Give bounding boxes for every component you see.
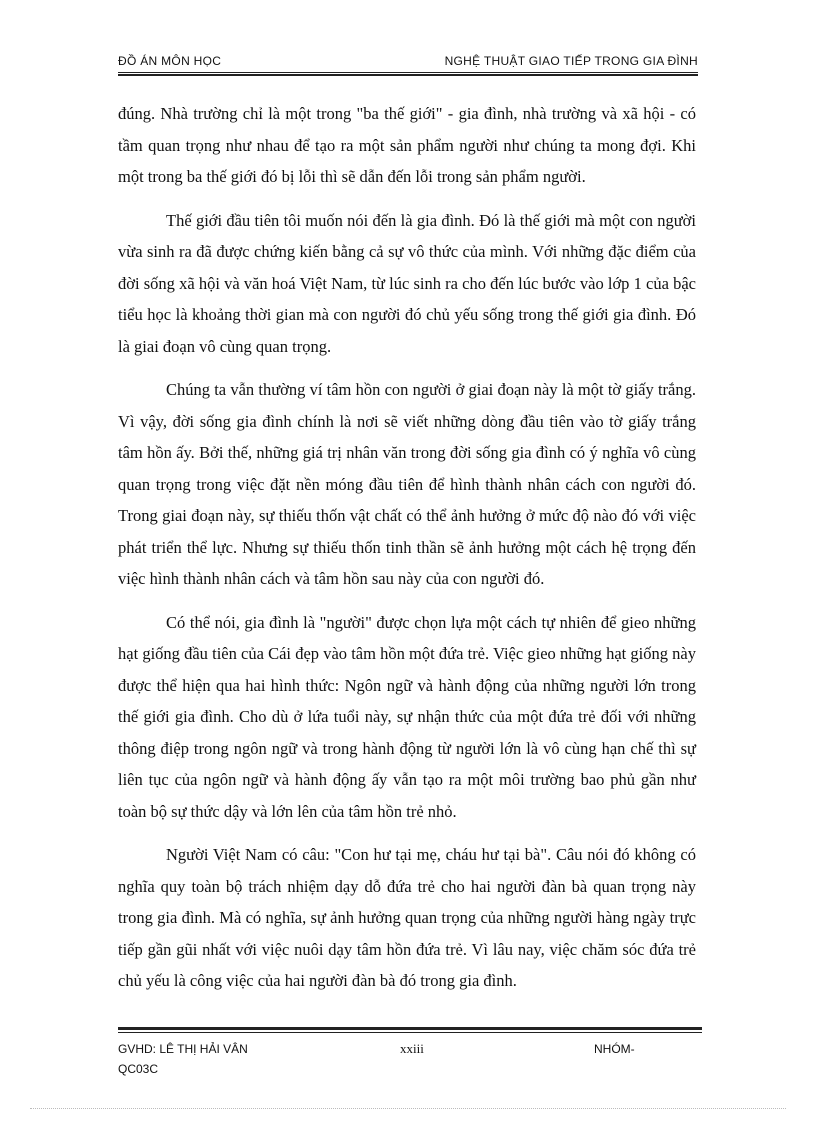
footer-group-code: QC03C (118, 1062, 159, 1076)
paragraph-continuation: đúng. Nhà trường chỉ là một trong "ba thế giới" - gia đình, nhà trường và xã hội - có tầm quan trọng như nhau để tạo ra một sản phẩm người như chúng ta mong đợi. Khi một trong ba thế giới đó bị lỗi thì sẽ dẫn đến lỗi trong sản phẩm người. (118, 104, 696, 186)
footer-divider-thick (118, 1027, 702, 1030)
header-divider-thick (118, 74, 698, 76)
header-divider-thin (118, 72, 698, 73)
header-course-title: ĐỒ ÁN MÔN HỌC (118, 54, 222, 68)
paragraph: Người Việt Nam có câu: "Con hư tại mẹ, cháu hư tại bà". Câu nói đó không có nghĩa quy toàn bộ trách nhiệm dạy dỗ đứa trẻ cho hai người đàn bà quan trọng này trong gia đình. Mà có nghĩa, sự ảnh hưởng quan trọng của những người hàng ngày trực tiếp gần gũi nhất với việc nuôi dạy tâm hồn đứa trẻ. Vì lâu nay, việc chăm sóc đứa trẻ chủ yếu là công việc của hai người đàn bà đó trong gia đình. (118, 845, 696, 990)
page-edge-dotted-line (30, 1108, 786, 1109)
footer-divider-thin (118, 1032, 702, 1033)
footer-instructor: GVHD: LÊ THỊ HẢI VÂN (118, 1042, 248, 1056)
document-body (118, 98, 696, 1009)
page-header (118, 50, 698, 72)
paragraph: Chúng ta vẫn thường ví tâm hồn con người ở giai đoạn này là một tờ giấy trắng. Vì vậy, đời sống gia đình chính là nơi sẽ viết những dòng đầu tiên vào tờ giấy trắng tâm hồn ấy. Bởi thế, những giá trị nhân văn trong đời sống gia đình có ý nghĩa vô cùng quan trọng trong việc đặt nền móng đầu tiên để hình thành nhân cách con người đó. Trong giai đoạn này, sự thiếu thốn vật chất có thể ảnh hưởng ở mức độ nào đó với việc phát triển thể lực. Nhưng sự thiếu thốn tinh thần sẽ ảnh hưởng một cách hệ trọng đến việc hình thành nhân cách và tâm hồn sau này của con người đó. (118, 380, 696, 588)
header-topic-title: NGHỆ THUẬT GIAO TIẾP TRONG GIA ĐÌNH (444, 54, 698, 68)
paragraph: Có thể nói, gia đình là "người" được chọn lựa một cách tự nhiên để gieo những hạt giống đầu tiên của Cái đẹp vào tâm hồn một đứa trẻ. Việc gieo những hạt giống này được thể hiện qua hai hình thức: Ngôn ngữ và hành động của những người lớn trong thế giới gia đình. Cho dù ở lứa tuổi này, sự nhận thức của một đứa trẻ đối với những thông điệp trong ngôn ngữ và trong hành động từ người lớn là vô cùng hạn chế thì sự liên tục của ngôn ngữ và hành động ấy vẫn tạo ra một môi trường bao phủ gần như toàn bộ sự thức dậy và lớn lên của tâm hồn trẻ nhỏ. (118, 612, 696, 821)
page-number: xxiii (400, 1041, 424, 1056)
paragraph: Thế giới đầu tiên tôi muốn nói đến là gia đình. Đó là thế giới mà một con người vừa sinh ra đã được chứng kiến bằng cả sự vô thức của mình. Với những đặc điểm của đời sống xã hội và văn hoá Việt Nam, từ lúc sinh ra cho đến lúc bước vào lớp 1 của bậc tiểu học là khoảng thời gian mà con người đó chủ yếu sống trong thế giới gia đình. Đó là giai đoạn vô cùng quan trọng. (118, 210, 696, 356)
footer-group-label: NHÓM- (594, 1042, 635, 1056)
